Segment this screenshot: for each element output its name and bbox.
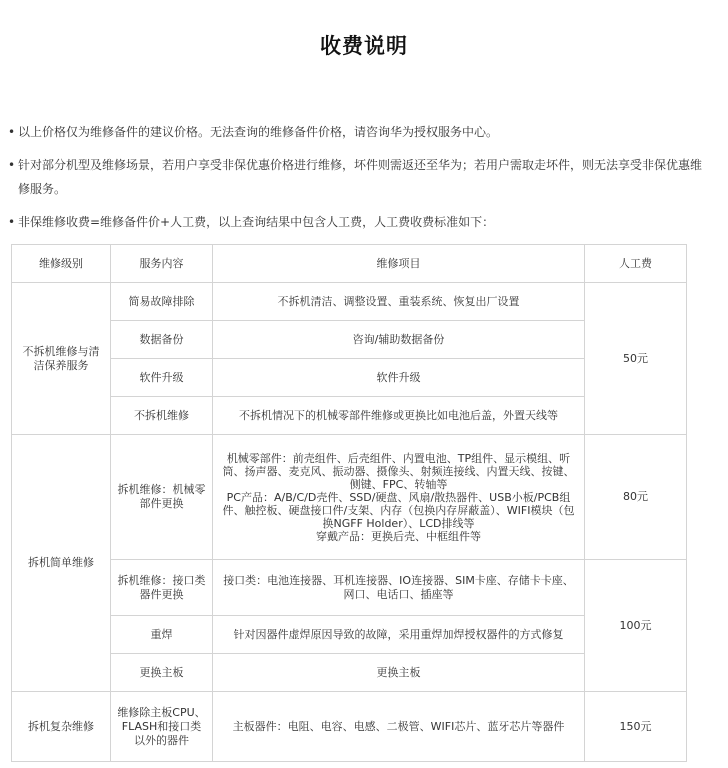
level-cell: 拆机简单维修 (12, 435, 111, 692)
table-row (12, 560, 687, 616)
fee-table (11, 244, 687, 762)
service-cell: 更换主板 (111, 654, 213, 692)
fee-cell: 50元 (585, 283, 687, 435)
items-wearable: 穿戴产品：更换后壳、中框组件等 (316, 529, 481, 543)
service-cell: 不拆机维修 (111, 397, 213, 435)
table-row (12, 692, 687, 762)
service-cell: 简易故障排除 (111, 283, 213, 321)
level-cell: 不拆机维修与清洁保养服务 (12, 283, 111, 435)
service-cell: 数据备份 (111, 321, 213, 359)
items-cell (213, 435, 585, 560)
items-cell: 咨询/辅助数据备份 (213, 321, 585, 359)
items-cell: 针对因器件虚焊原因导致的故障，采用重焊加焊授权器件的方式修复 (213, 616, 585, 654)
note-item: • 针对部分机型及维修场景，若用户享受非保优惠价格进行维修，坏件则需返还至华为；若用户需取走坏件，则无法享受非保优惠维修服务。 (8, 153, 708, 201)
items-cell: 软件升级 (213, 359, 585, 397)
note-item: • 以上价格仅为维修备件的建议价格。无法查询的维修备件价格，请咨询华为授权服务中心。 (8, 120, 708, 144)
notes-list (8, 120, 708, 243)
items-cell: 不拆机情况下的机械零部件维修或更换比如电池后盖，外置天线等 (213, 397, 585, 435)
items-mechanical: 机械零部件：前壳组件、后壳组件、内置电池、TP组件、显示模组、听筒、扬声器、麦克风、振动器、摄像头、射频连接线、内置天线、按键、侧键、FPC、转轴等 (222, 451, 575, 491)
service-cell: 软件升级 (111, 359, 213, 397)
service-cell: 重焊 (111, 616, 213, 654)
note-item: • 非保维修收费=维修备件价+人工费，以上查询结果中包含人工费，人工费收费标准如下： (8, 210, 708, 234)
header-level: 维修级别 (12, 245, 111, 283)
table-row (12, 283, 687, 321)
service-cell: 拆机维修：机械零部件更换 (111, 435, 213, 560)
header-fee: 人工费 (585, 245, 687, 283)
level-cell: 拆机复杂维修 (12, 692, 111, 762)
service-cell: 拆机维修：接口类器件更换 (111, 560, 213, 616)
items-pc: PC产品：A/B/C/D壳件、SSD/硬盘、风扇/散热器件、USB小板/PCB组件、触控板、硬盘接口件/支架、内存（包换内存屏蔽盖）、WIFI模块（包换NGFF Holder）、LCD排线等 (222, 490, 575, 530)
table-row (12, 435, 687, 560)
fee-cell: 150元 (585, 692, 687, 762)
table-header-row (12, 245, 687, 283)
page-title: 收费说明 (320, 34, 408, 58)
items-cell: 更换主板 (213, 654, 585, 692)
fee-cell: 80元 (585, 435, 687, 560)
header-service: 服务内容 (111, 245, 213, 283)
items-cell: 接口类：电池连接器、耳机连接器、IO连接器、SIM卡座、存储卡卡座、网口、电话口、插座等 (213, 560, 585, 616)
service-cell: 维修除主板CPU、FLASH和接口类以外的器件 (111, 692, 213, 762)
fee-cell: 100元 (585, 560, 687, 692)
items-cell: 不拆机清洁、调整设置、重装系统、恢复出厂设置 (213, 283, 585, 321)
header-items: 维修项目 (213, 245, 585, 283)
items-cell: 主板器件：电阻、电容、电感、二极管、WIFI芯片、蓝牙芯片等器件 (213, 692, 585, 762)
